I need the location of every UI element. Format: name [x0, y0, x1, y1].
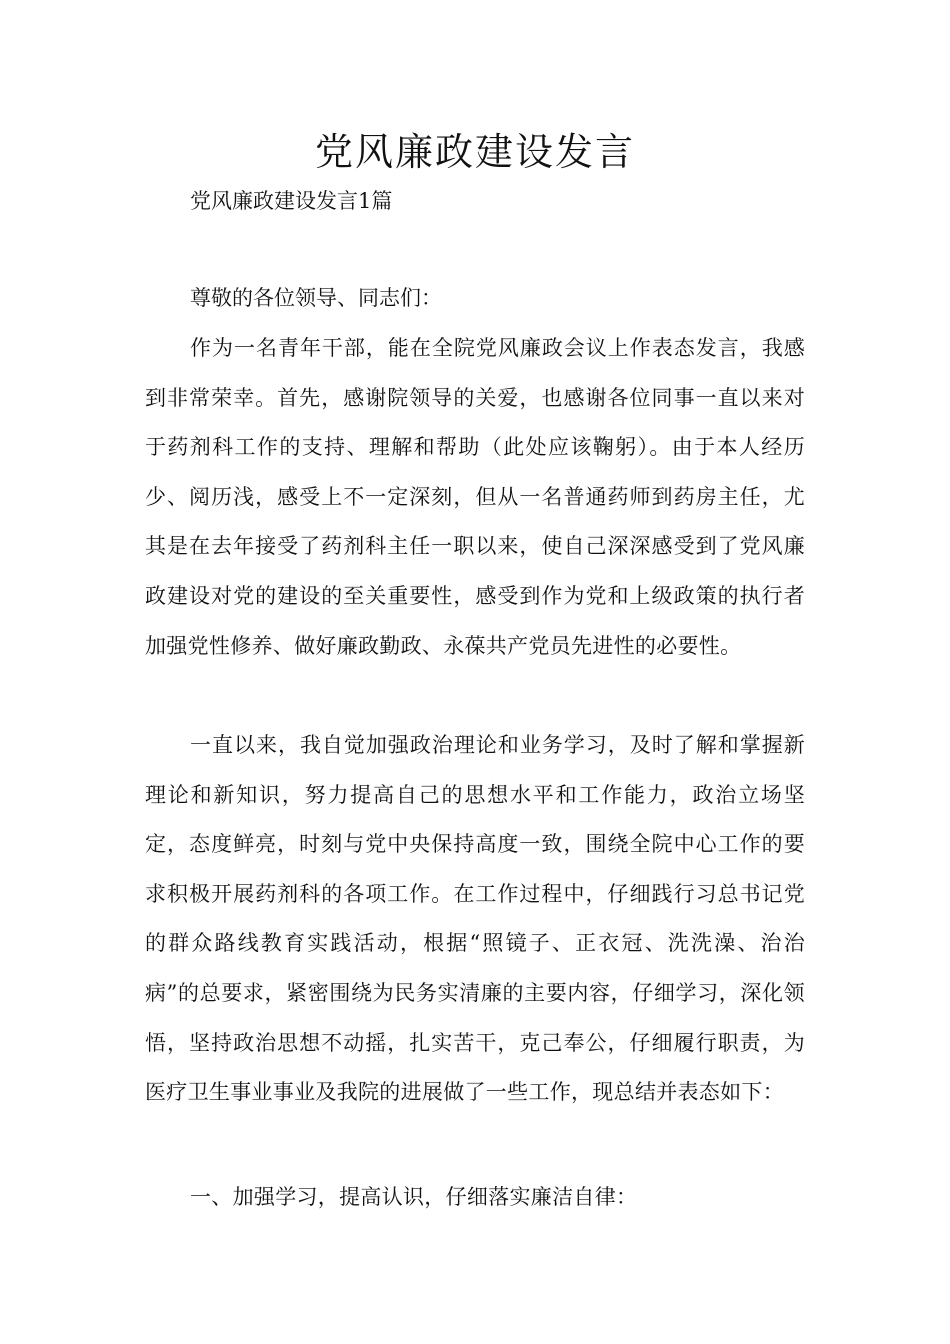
section-heading-1: 一、加强学习，提高认识，仔细落实廉洁自律：: [190, 1185, 638, 1209]
document-title: 党风廉政建设发言: [314, 130, 635, 174]
paragraph-2: 一直以来，我自觉加强政治理论和业务学习，及时了解和掌握新理论和新知识，努力提高自己的思想水平和工作能力，政治立场坚定，态度鲜亮，时刻与党中央保持高度一致，围绕全院中心工作的要求积极开展药剂科的各项工作。在工作过程中，仔细践行习总书记党的群众路线教育实践活动，根据“照镜子、正衣冠、洗洗澡、治治病”的总要求，紧密围绕为民务实清廉的主要内容，仔细学习，深化领悟，坚持政治思想不动摇，扎实苦干，克己奉公，仔细履行职责，为医疗卫生事业事业及我院的进展做了一些工作，现总结并表态如下：: [145, 733, 805, 1105]
document-subtitle: 党风廉政建设发言1篇: [190, 189, 393, 213]
paragraph-1: 作为一名青年干部，能在全院党风廉政会议上作表态发言，我感到非常荣幸。首先，感谢院领导的关爱，也感谢各位同事一直以来对于药剂科工作的支持、理解和帮助（此处应该鞠躬）。由于本人经历少、阅历浅，感受上不一定深刻，但从一名普通药师到药房主任，尤其是在去年接受了药剂科主任一职以来，使自己深深感受到了党风廉政建设对党的建设的至关重要性，感受到作为党和上级政策的执行者加强党性修养、做好廉政勤政、永葆共产党员先进性的必要性。: [145, 336, 805, 658]
greeting-line: 尊敬的各位领导、同志们：: [190, 286, 442, 310]
